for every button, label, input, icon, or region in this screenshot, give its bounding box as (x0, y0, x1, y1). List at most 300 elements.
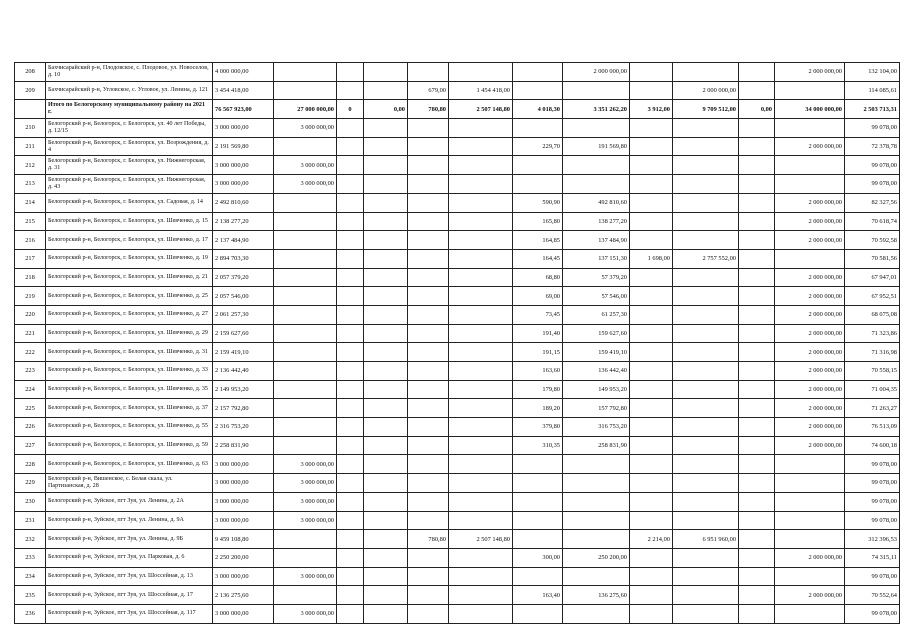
value-cell-c13: 99 078,00 (845, 119, 900, 138)
row-number: 228 (15, 455, 46, 474)
value-cell-c6 (449, 586, 513, 605)
address-cell: Белогорский р-н, Белогорск, г. Белогорск, ул. Шевченко, д. 19 (46, 249, 213, 268)
value-cell-c8 (563, 567, 630, 586)
value-cell-c3 (337, 548, 364, 567)
value-cell-c3 (337, 81, 364, 100)
value-cell-c9 (630, 343, 673, 362)
value-cell-c1: 2 159 419,10 (213, 343, 274, 362)
address-cell: Белогорский р-н, Белогорск, г. Белогорск, ул. Шевченко, д. 35 (46, 380, 213, 399)
value-cell-c2: 3 000 000,00 (274, 567, 337, 586)
value-cell-c7: 300,00 (513, 548, 563, 567)
value-cell-c1: 3 000 000,00 (213, 567, 274, 586)
value-cell-c7 (513, 567, 563, 586)
row-number: 217 (15, 249, 46, 268)
row-number: 214 (15, 193, 46, 212)
table-row (15, 193, 900, 212)
row-number: 225 (15, 399, 46, 418)
value-cell-c1: 3 000 000,00 (213, 156, 274, 175)
value-cell-c8 (563, 455, 630, 474)
address-cell: Белогорский р-н, Зуйское, пгт Зуя, ул. Шоссейная, д. 117 (46, 604, 213, 623)
value-cell-c4 (364, 511, 408, 530)
value-cell-c13: 99 078,00 (845, 175, 900, 194)
value-cell-c9 (630, 399, 673, 418)
value-cell-c2: 3 000 000,00 (274, 156, 337, 175)
value-cell-c12: 2 000 000,00 (775, 268, 845, 287)
value-cell-c13: 71 004,35 (845, 380, 900, 399)
value-cell-c13: 76 513,09 (845, 418, 900, 437)
value-cell-c12: 2 000 000,00 (775, 548, 845, 567)
value-cell-c4 (364, 119, 408, 138)
value-cell-c12: 2 000 000,00 (775, 231, 845, 250)
value-cell-c6 (449, 268, 513, 287)
value-cell-c13: 99 078,00 (845, 474, 900, 493)
value-cell-c10 (673, 343, 739, 362)
value-cell-c11 (739, 567, 775, 586)
address-cell: Белогорский р-н, Зуйское, пгт Зуя, ул. Ленина, д. 2А (46, 492, 213, 511)
row-number: 229 (15, 474, 46, 493)
value-cell-c4 (364, 455, 408, 474)
address-cell: Белогорский р-н, Зуйское, пгт Зуя, ул. Ленина, д. 9А (46, 511, 213, 530)
address-cell: Белогорский р-н, Белогорск, г. Белогорск, ул. Садовая, д. 14 (46, 193, 213, 212)
value-cell-c12 (775, 455, 845, 474)
value-cell-c6 (449, 492, 513, 511)
value-cell-c4 (364, 567, 408, 586)
value-cell-c11 (739, 418, 775, 437)
value-cell-c7 (513, 511, 563, 530)
value-cell-c2 (274, 231, 337, 250)
row-number: 233 (15, 548, 46, 567)
value-cell-c13: 70 558,15 (845, 362, 900, 381)
value-cell-c1: 2 136 442,40 (213, 362, 274, 381)
value-cell-c4 (364, 362, 408, 381)
value-cell-c6: 1 454 418,00 (449, 81, 513, 100)
row-number: 226 (15, 418, 46, 437)
address-cell: Белогорский р-н, Белогорск, г. Белогорск, ул. Нижнегорская, д. 43 (46, 175, 213, 194)
value-cell-c4 (364, 492, 408, 511)
table-row (15, 137, 900, 156)
value-cell-c2 (274, 362, 337, 381)
value-cell-c1: 2 316 753,20 (213, 418, 274, 437)
value-cell-c9 (630, 362, 673, 381)
value-cell-c12 (775, 604, 845, 623)
value-cell-c6 (449, 567, 513, 586)
value-cell-c13: 70 592,58 (845, 231, 900, 250)
value-cell-c4 (364, 231, 408, 250)
value-cell-c13: 99 078,00 (845, 604, 900, 623)
value-cell-c11 (739, 380, 775, 399)
row-number: 222 (15, 343, 46, 362)
value-cell-c5 (408, 231, 449, 250)
value-cell-c6 (449, 548, 513, 567)
value-cell-c3 (337, 63, 364, 82)
address-cell: Белогорский р-н, Белогорск, г. Белогорск, ул. Шевченко, д. 63 (46, 455, 213, 474)
table-row (15, 474, 900, 493)
value-cell-c10 (673, 418, 739, 437)
value-cell-c8 (563, 175, 630, 194)
value-cell-c2 (274, 530, 337, 549)
value-cell-c12: 2 000 000,00 (775, 586, 845, 605)
value-cell-c6 (449, 249, 513, 268)
value-cell-c9 (630, 548, 673, 567)
value-cell-c5 (408, 305, 449, 324)
value-cell-c5 (408, 362, 449, 381)
value-cell-c3 (337, 511, 364, 530)
value-cell-c3 (337, 305, 364, 324)
value-cell-c13: 74 315,11 (845, 548, 900, 567)
value-cell-c4 (364, 287, 408, 306)
value-cell-c6 (449, 436, 513, 455)
address-cell: Белогорский р-н, Белогорск, г. Белогорск, ул. Шевченко, д. 31 (46, 343, 213, 362)
table-row (15, 212, 900, 231)
value-cell-c9: 1 698,00 (630, 249, 673, 268)
value-cell-c5: 780,80 (408, 530, 449, 549)
value-cell-c13: 312 396,53 (845, 530, 900, 549)
table-row (15, 156, 900, 175)
value-cell-c12: 2 000 000,00 (775, 137, 845, 156)
value-cell-c2 (274, 63, 337, 82)
value-cell-c4 (364, 137, 408, 156)
value-cell-c5 (408, 604, 449, 623)
value-cell-c9 (630, 586, 673, 605)
value-cell-c5 (408, 268, 449, 287)
value-cell-c10 (673, 193, 739, 212)
table-row (15, 231, 900, 250)
value-cell-c12: 2 000 000,00 (775, 418, 845, 437)
value-cell-c3 (337, 492, 364, 511)
table-row (15, 530, 900, 549)
value-cell-c4 (364, 63, 408, 82)
value-cell-c6 (449, 343, 513, 362)
row-number: 216 (15, 231, 46, 250)
address-cell: Белогорский р-н, Белогорск, г. Белогорск, ул. 40 лет Победы, д. 12/15 (46, 119, 213, 138)
value-cell-c10 (673, 436, 739, 455)
address-cell: Белогорский р-н, Белогорск, г. Белогорск, ул. Шевченко, д. 29 (46, 324, 213, 343)
value-cell-c7: 69,00 (513, 287, 563, 306)
value-cell-c9: 3 912,00 (630, 100, 673, 119)
row-number: 235 (15, 586, 46, 605)
value-cell-c2 (274, 548, 337, 567)
value-cell-c2 (274, 137, 337, 156)
value-cell-c6: 2 507 148,80 (449, 100, 513, 119)
table-row (15, 511, 900, 530)
value-cell-c4 (364, 305, 408, 324)
address-cell: Белогорский р-н, Белогорск, г. Белогорск, ул. Шевченко, д. 27 (46, 305, 213, 324)
value-cell-c10 (673, 119, 739, 138)
row-number: 219 (15, 287, 46, 306)
value-cell-c10 (673, 399, 739, 418)
address-cell: Белогорский р-н, Белогорск, г. Белогорск, ул. Шевченко, д. 15 (46, 212, 213, 231)
value-cell-c7: 379,80 (513, 418, 563, 437)
register-table (14, 62, 900, 624)
value-cell-c1: 2 157 792,80 (213, 399, 274, 418)
value-cell-c8 (563, 81, 630, 100)
value-cell-c10 (673, 567, 739, 586)
value-cell-c9 (630, 380, 673, 399)
value-cell-c1: 3 000 000,00 (213, 119, 274, 138)
value-cell-c7: 191,15 (513, 343, 563, 362)
value-cell-c13: 68 075,08 (845, 305, 900, 324)
value-cell-c1: 3 000 000,00 (213, 175, 274, 194)
value-cell-c8: 250 200,00 (563, 548, 630, 567)
value-cell-c2: 3 000 000,00 (274, 119, 337, 138)
value-cell-c9 (630, 436, 673, 455)
row-number: 234 (15, 567, 46, 586)
value-cell-c7: 189,20 (513, 399, 563, 418)
value-cell-c1: 3 000 000,00 (213, 604, 274, 623)
value-cell-c10 (673, 548, 739, 567)
value-cell-c9: 2 214,00 (630, 530, 673, 549)
value-cell-c12: 2 000 000,00 (775, 362, 845, 381)
value-cell-c3 (337, 362, 364, 381)
row-number: 230 (15, 492, 46, 511)
value-cell-c4 (364, 530, 408, 549)
value-cell-c2 (274, 324, 337, 343)
value-cell-c11 (739, 63, 775, 82)
value-cell-c5 (408, 567, 449, 586)
row-number: 211 (15, 137, 46, 156)
value-cell-c12 (775, 156, 845, 175)
value-cell-c5 (408, 119, 449, 138)
value-cell-c11 (739, 287, 775, 306)
value-cell-c5: 679,00 (408, 81, 449, 100)
value-cell-c8: 136 442,40 (563, 362, 630, 381)
value-cell-c1: 3 000 000,00 (213, 511, 274, 530)
total-row (15, 100, 900, 119)
value-cell-c11 (739, 474, 775, 493)
value-cell-c3 (337, 249, 364, 268)
value-cell-c5 (408, 455, 449, 474)
value-cell-c4 (364, 268, 408, 287)
address-cell: Бахчисарайский р-н, Угловское, с. Угловое, ул. Ленина, д. 121 (46, 81, 213, 100)
value-cell-c6 (449, 380, 513, 399)
row-number: 212 (15, 156, 46, 175)
value-cell-c6 (449, 175, 513, 194)
value-cell-c13: 99 078,00 (845, 567, 900, 586)
value-cell-c11 (739, 530, 775, 549)
row-number: 215 (15, 212, 46, 231)
row-number: 210 (15, 119, 46, 138)
value-cell-c7: 179,80 (513, 380, 563, 399)
value-cell-c2 (274, 399, 337, 418)
value-cell-c5 (408, 380, 449, 399)
value-cell-c5 (408, 586, 449, 605)
value-cell-c8: 137 151,30 (563, 249, 630, 268)
value-cell-c8: 61 257,30 (563, 305, 630, 324)
table-row (15, 492, 900, 511)
value-cell-c8 (563, 511, 630, 530)
value-cell-c5: 780,80 (408, 100, 449, 119)
value-cell-c6 (449, 137, 513, 156)
value-cell-c2 (274, 81, 337, 100)
value-cell-c4 (364, 474, 408, 493)
value-cell-c1: 2 159 627,60 (213, 324, 274, 343)
value-cell-c2 (274, 287, 337, 306)
value-cell-c13: 70 552,64 (845, 586, 900, 605)
value-cell-c11 (739, 343, 775, 362)
value-cell-c9 (630, 119, 673, 138)
value-cell-c10 (673, 474, 739, 493)
value-cell-c5 (408, 137, 449, 156)
address-cell: Белогорский р-н, Белогорск, г. Белогорск, ул. Шевченко, д. 17 (46, 231, 213, 250)
value-cell-c2: 27 000 000,00 (274, 100, 337, 119)
value-cell-c6 (449, 212, 513, 231)
value-cell-c1: 2 136 275,60 (213, 586, 274, 605)
value-cell-c2 (274, 343, 337, 362)
table-row (15, 380, 900, 399)
address-cell: Белогорский р-н, Белогорск, г. Белогорск, ул. Шевченко, д. 59 (46, 436, 213, 455)
value-cell-c6 (449, 604, 513, 623)
value-cell-c10 (673, 511, 739, 530)
value-cell-c12 (775, 119, 845, 138)
row-number: 223 (15, 362, 46, 381)
address-cell: Белогорский р-н, Белогорск, г. Белогорск, ул. Возрождения, д. 4 (46, 137, 213, 156)
value-cell-c2 (274, 249, 337, 268)
value-cell-c5 (408, 436, 449, 455)
value-cell-c11 (739, 399, 775, 418)
value-cell-c10: 2 000 000,00 (673, 81, 739, 100)
value-cell-c8 (563, 474, 630, 493)
value-cell-c11 (739, 305, 775, 324)
value-cell-c3 (337, 436, 364, 455)
value-cell-c2 (274, 268, 337, 287)
value-cell-c5 (408, 548, 449, 567)
table-row (15, 436, 900, 455)
value-cell-c9 (630, 156, 673, 175)
address-cell: Белогорский р-н, Белогорск, г. Белогорск, ул. Шевченко, д. 55 (46, 418, 213, 437)
value-cell-c11 (739, 231, 775, 250)
value-cell-c4 (364, 81, 408, 100)
value-cell-c8: 137 484,90 (563, 231, 630, 250)
value-cell-c10 (673, 137, 739, 156)
value-cell-c4 (364, 604, 408, 623)
value-cell-c12 (775, 511, 845, 530)
value-cell-c9 (630, 81, 673, 100)
value-cell-c6 (449, 156, 513, 175)
value-cell-c3 (337, 175, 364, 194)
value-cell-c12: 2 000 000,00 (775, 380, 845, 399)
address-cell: Белогорский р-н, Зуйское, пгт Зуя, ул. Парковая, д. 6 (46, 548, 213, 567)
value-cell-c7: 590,90 (513, 193, 563, 212)
address-cell: Белогорский р-н, Белогорск, г. Белогорск, ул. Шевченко, д. 33 (46, 362, 213, 381)
value-cell-c7: 4 018,30 (513, 100, 563, 119)
value-cell-c4 (364, 586, 408, 605)
row-number: 213 (15, 175, 46, 194)
value-cell-c10 (673, 586, 739, 605)
table-row (15, 249, 900, 268)
value-cell-c4 (364, 436, 408, 455)
value-cell-c1: 3 000 000,00 (213, 474, 274, 493)
value-cell-c3 (337, 212, 364, 231)
value-cell-c7: 73,45 (513, 305, 563, 324)
value-cell-c9 (630, 305, 673, 324)
value-cell-c3 (337, 287, 364, 306)
value-cell-c6 (449, 418, 513, 437)
value-cell-c9 (630, 63, 673, 82)
value-cell-c3: 0 (337, 100, 364, 119)
value-cell-c1: 2 057 546,00 (213, 287, 274, 306)
row-number: 236 (15, 604, 46, 623)
value-cell-c13: 74 600,18 (845, 436, 900, 455)
value-cell-c13: 71 316,98 (845, 343, 900, 362)
value-cell-c10 (673, 231, 739, 250)
value-cell-c3 (337, 455, 364, 474)
table-row (15, 455, 900, 474)
value-cell-c4 (364, 343, 408, 362)
address-cell: Бахчисарайский р-н, Плодовское, с. Плодовое, ул. Новоселов, д. 10 (46, 63, 213, 82)
value-cell-c8: 149 953,20 (563, 380, 630, 399)
value-cell-c11 (739, 548, 775, 567)
value-cell-c7: 310,35 (513, 436, 563, 455)
row-number: 232 (15, 530, 46, 549)
value-cell-c9 (630, 474, 673, 493)
value-cell-c13: 99 078,00 (845, 492, 900, 511)
table-row (15, 548, 900, 567)
value-cell-c13: 2 503 713,31 (845, 100, 900, 119)
value-cell-c2: 3 000 000,00 (274, 474, 337, 493)
row-number: 224 (15, 380, 46, 399)
value-cell-c9 (630, 418, 673, 437)
value-cell-c11: 0,00 (739, 100, 775, 119)
value-cell-c1: 2 894 703,30 (213, 249, 274, 268)
value-cell-c9 (630, 231, 673, 250)
value-cell-c5 (408, 324, 449, 343)
value-cell-c9 (630, 137, 673, 156)
value-cell-c12 (775, 81, 845, 100)
value-cell-c10 (673, 175, 739, 194)
value-cell-c10 (673, 455, 739, 474)
value-cell-c4 (364, 156, 408, 175)
value-cell-c1: 3 454 418,00 (213, 81, 274, 100)
row-number: 209 (15, 81, 46, 100)
value-cell-c6 (449, 362, 513, 381)
value-cell-c3 (337, 418, 364, 437)
value-cell-c13: 70 618,74 (845, 212, 900, 231)
value-cell-c11 (739, 249, 775, 268)
value-cell-c11 (739, 604, 775, 623)
value-cell-c3 (337, 530, 364, 549)
value-cell-c11 (739, 212, 775, 231)
value-cell-c10 (673, 212, 739, 231)
table-row (15, 362, 900, 381)
value-cell-c4 (364, 380, 408, 399)
address-cell: Белогорский р-н, Белогорск, г. Белогорск, ул. Нижнегорская, д. 31 (46, 156, 213, 175)
value-cell-c2 (274, 305, 337, 324)
table-row (15, 418, 900, 437)
value-cell-c12: 2 000 000,00 (775, 63, 845, 82)
value-cell-c6 (449, 399, 513, 418)
address-cell: Белогорский р-н, Зуйское, пгт Зуя, ул. Шоссейная, д. 17 (46, 586, 213, 605)
value-cell-c8 (563, 156, 630, 175)
table-row (15, 175, 900, 194)
value-cell-c12 (775, 474, 845, 493)
value-cell-c10: 9 709 512,00 (673, 100, 739, 119)
value-cell-c5 (408, 193, 449, 212)
value-cell-c1: 76 567 923,00 (213, 100, 274, 119)
value-cell-c12: 2 000 000,00 (775, 287, 845, 306)
value-cell-c13: 72 378,78 (845, 137, 900, 156)
value-cell-c9 (630, 511, 673, 530)
value-cell-c8: 138 277,20 (563, 212, 630, 231)
value-cell-c8 (563, 604, 630, 623)
value-cell-c10 (673, 362, 739, 381)
value-cell-c2 (274, 436, 337, 455)
table-row (15, 305, 900, 324)
value-cell-c7: 68,80 (513, 268, 563, 287)
value-cell-c7 (513, 474, 563, 493)
value-cell-c8: 316 753,20 (563, 418, 630, 437)
value-cell-c7 (513, 455, 563, 474)
value-cell-c12: 2 000 000,00 (775, 399, 845, 418)
